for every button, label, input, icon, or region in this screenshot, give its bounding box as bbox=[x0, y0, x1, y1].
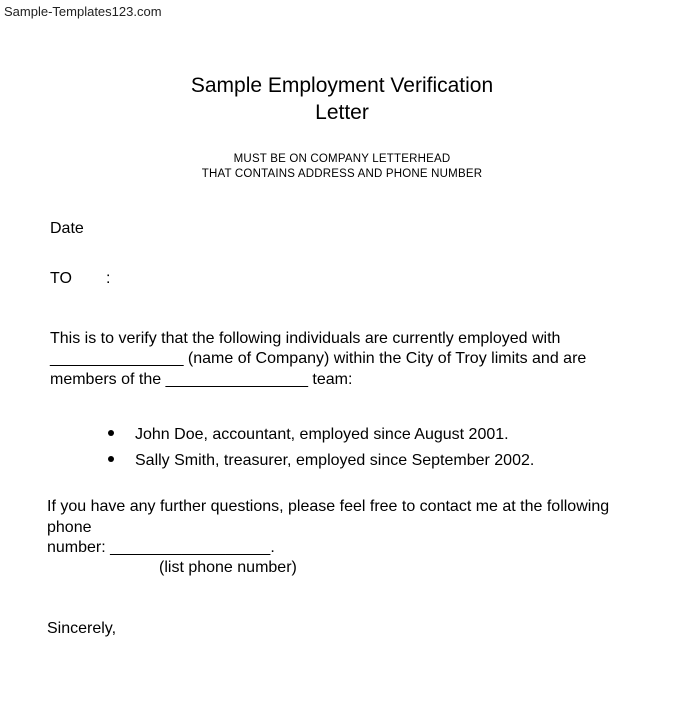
to-label: TO bbox=[50, 270, 72, 287]
contact-line-2: phone bbox=[47, 519, 92, 536]
bullet-icon bbox=[108, 456, 114, 462]
contact-line-4: (list phone number) bbox=[159, 559, 297, 576]
verify-line-3: members of the ________________ team: bbox=[50, 371, 353, 388]
letter-title-line2: Letter bbox=[315, 101, 369, 124]
letterhead-note-line1: MUST BE ON COMPANY LETTERHEAD bbox=[233, 153, 451, 165]
letter-title-line1: Sample Employment Verification bbox=[190, 74, 494, 97]
contact-line-1: If you have any further questions, please feel free to contact me at the following bbox=[47, 498, 610, 515]
closing-salutation: Sincerely, bbox=[47, 620, 117, 637]
verify-line-2: _______________ (name of Company) within the City of Troy limits and are bbox=[50, 350, 587, 367]
watermark: Sample-Templates123.com bbox=[4, 4, 162, 19]
date-label: Date bbox=[50, 220, 84, 237]
to-colon: : bbox=[106, 270, 111, 287]
employee-item: John Doe, accountant, employed since August 2001. bbox=[135, 426, 509, 443]
letterhead-note-line2: THAT CONTAINS ADDRESS AND PHONE NUMBER bbox=[201, 168, 483, 180]
employee-item: Sally Smith, treasurer, employed since September 2002. bbox=[135, 452, 535, 469]
contact-line-3: number: __________________. bbox=[47, 539, 275, 556]
verify-line-1: This is to verify that the following individuals are currently employed with bbox=[50, 330, 561, 347]
bullet-icon bbox=[108, 430, 114, 436]
